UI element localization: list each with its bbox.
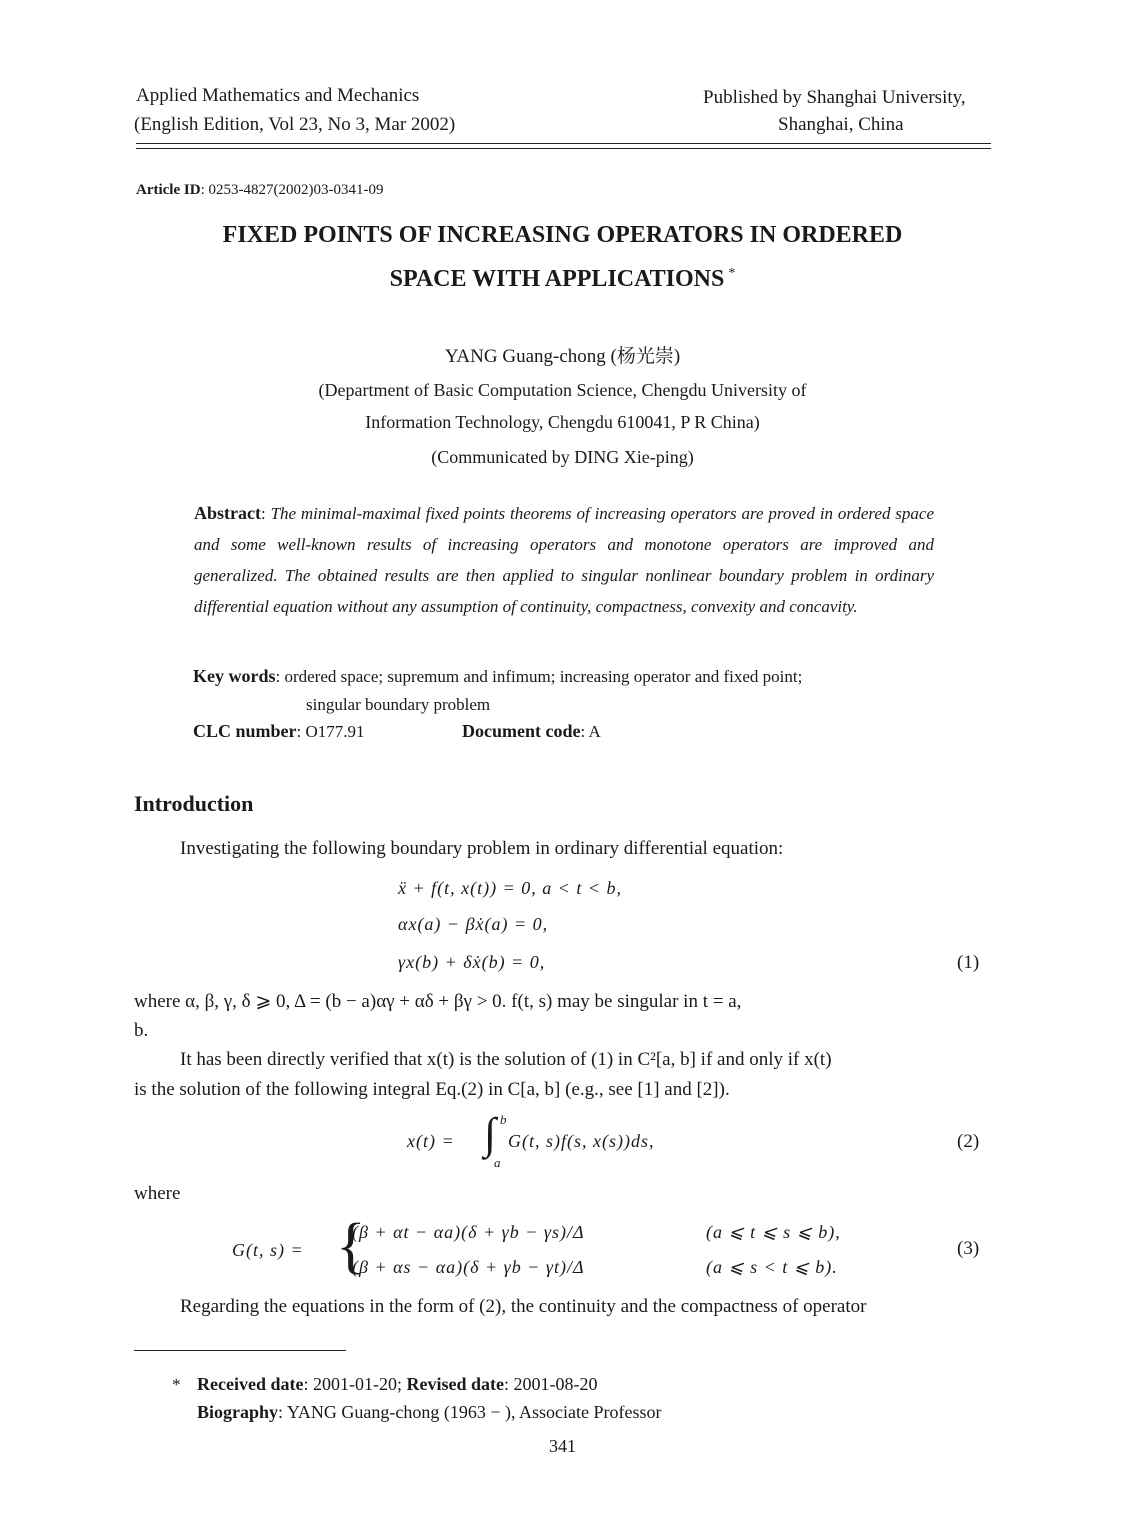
equation-3-brace: { xyxy=(336,1212,366,1280)
section-heading: Introduction xyxy=(134,791,254,816)
footnote-dates xyxy=(197,1374,597,1395)
doc-code-label: Document code xyxy=(462,721,581,741)
intro-paragraph-2-line1: It has been directly verified that x(t) is the solution of (1) in C²[a, b] if and only if x(t) xyxy=(180,1049,832,1070)
article-id-value: : 0253-4827(2002)03-0341-09 xyxy=(200,182,384,198)
intro-paragraph-2-line2: is the solution of the following integral Eq.(2) in C[a, b] (e.g., see [1] and [2]). xyxy=(134,1079,730,1100)
abstract-text: The minimal-maximal fixed points theorems of increasing operators are proved in ordered space and some well-known results of increasing operators and monotone operators are improved and generalized. The obtained results are then applied to singular nonlinear boundary problem in ordinary differential equation without any assumption of continuity, compactness, convexity and concavity. xyxy=(194,504,934,616)
affiliation-line2: Information Technology, Chengdu 610041, P R China) xyxy=(365,412,760,432)
revised-value: : 2001-08-20 xyxy=(503,1374,598,1394)
footnote-rule xyxy=(134,1350,346,1351)
keywords-line2: singular boundary problem xyxy=(306,695,491,714)
clc-label: CLC number xyxy=(193,721,297,741)
equation-3-cond2: (a ⩽ s < t ⩽ b). xyxy=(706,1257,838,1277)
footnote-mark: * xyxy=(172,1375,181,1394)
integral-sign: ∫ xyxy=(484,1109,497,1158)
document-code xyxy=(462,721,601,742)
equation-1-line3: γx(b) + δẋ(b) = 0, xyxy=(398,952,546,972)
affiliation-line1: (Department of Basic Computation Science, Chengdu University of xyxy=(318,380,807,400)
author: YANG Guang-chong (杨光崇) xyxy=(444,346,681,367)
integral-lower-limit: a xyxy=(494,1155,502,1170)
equation-1-number: (1) xyxy=(957,952,980,973)
keywords-value: : ordered space; supremum and infimum; increasing operator and fixed point; xyxy=(275,667,803,686)
received-value: : 2001-01-20; xyxy=(303,1374,402,1394)
paper-title-line2-text: SPACE WITH APPLICATIONS xyxy=(389,266,725,292)
equation-1-line1: ẍ + f(t, x(t)) = 0, a < t < b, xyxy=(398,878,623,898)
biography-value: : YANG Guang-chong (1963 − ), Associate Professor xyxy=(278,1402,662,1422)
received-label: Received date xyxy=(197,1374,304,1394)
where-paragraph-line1: where α, β, γ, δ ⩾ 0, Δ = (b − a)αγ + αδ + βγ > 0. f(t, s) may be singular in t = a, xyxy=(134,991,742,1012)
abstract-label: Abstract xyxy=(194,503,261,523)
equation-3-lhs: G(t, s) = xyxy=(232,1240,304,1260)
abstract-sep: : xyxy=(260,504,271,523)
equation-3-cond1: (a ⩽ t ⩽ s ⩽ b), xyxy=(706,1222,841,1242)
equation-1-line2: αx(a) − βẋ(a) = 0, xyxy=(398,914,549,934)
doc-code-value: : A xyxy=(580,722,601,741)
equation-3-case1: (β + αt − αa)(δ + γb − γs)/Δ xyxy=(352,1222,585,1242)
equation-2-lhs: x(t) = xyxy=(407,1131,455,1151)
journal-name: Applied Mathematics and Mechanics xyxy=(136,85,420,106)
keywords-label: Key words xyxy=(193,666,276,686)
intro-paragraph-1: Investigating the following boundary problem in ordinary differential equation: xyxy=(180,838,784,859)
article-id-label: Article ID xyxy=(136,182,201,198)
equation-3-case2: (β + αs − αa)(δ + γb − γt)/Δ xyxy=(352,1257,585,1277)
revised-label: Revised date xyxy=(406,1374,504,1394)
equation-3-number: (3) xyxy=(957,1238,980,1259)
footnote-biography xyxy=(197,1402,661,1423)
where-label: where xyxy=(134,1183,181,1204)
clc-value: : O177.91 xyxy=(296,722,365,741)
publisher-location: Shanghai, China xyxy=(778,114,904,135)
title-footnote-mark: * xyxy=(728,266,736,281)
paper-title-line1: FIXED POINTS OF INCREASING OPERATORS IN ORDERED xyxy=(222,222,903,248)
paper-title-line2 xyxy=(0,266,1125,293)
abstract xyxy=(194,498,934,622)
equation-2-rhs: G(t, s)f(s, x(s))ds, xyxy=(508,1131,655,1151)
intro-paragraph-3: Regarding the equations in the form of (2), the continuity and the compactness of operator xyxy=(180,1296,867,1317)
keywords-line1 xyxy=(193,666,802,687)
equation-2-number: (2) xyxy=(957,1131,980,1152)
where-paragraph-line2: b. xyxy=(134,1020,149,1041)
biography-label: Biography xyxy=(197,1402,279,1422)
page-number: 341 xyxy=(549,1436,576,1456)
article-id xyxy=(136,182,383,199)
communicated-by: (Communicated by DING Xie-ping) xyxy=(431,447,694,467)
integral-upper-limit: b xyxy=(500,1112,508,1127)
header-rule-bottom xyxy=(136,148,991,149)
header-rule-top xyxy=(136,143,991,144)
clc-number xyxy=(193,721,365,742)
publisher: Published by Shanghai University, xyxy=(703,87,966,108)
journal-edition: (English Edition, Vol 23, No 3, Mar 2002) xyxy=(134,114,456,135)
